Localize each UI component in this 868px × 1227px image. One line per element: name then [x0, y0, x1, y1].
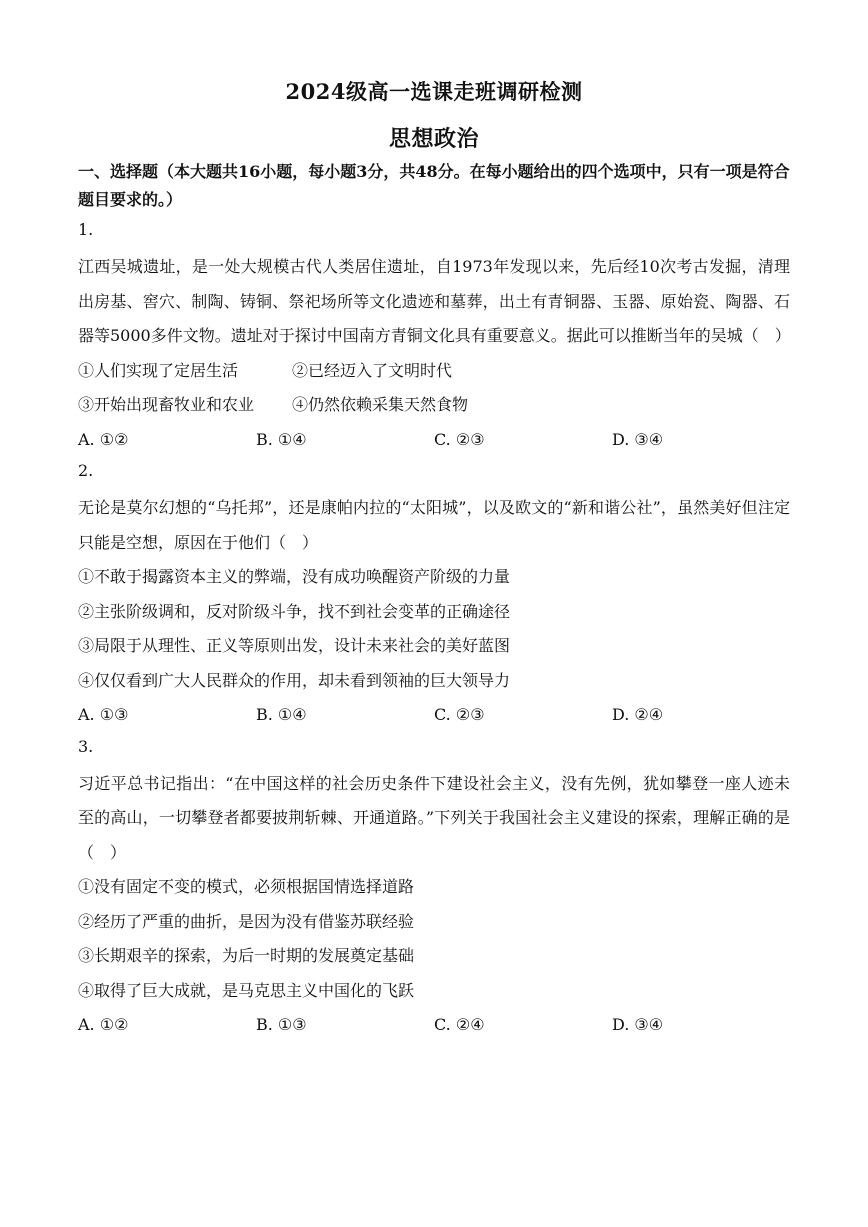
answer-b[interactable]: B. ①③: [256, 1015, 307, 1034]
option-row: [78, 354, 790, 389]
answer-a[interactable]: A. ①②: [78, 1015, 129, 1034]
answer-choices: [78, 698, 790, 733]
option-2: ②已经迈入了文明时代: [292, 360, 453, 380]
answer-d[interactable]: D. ③④: [612, 429, 664, 449]
option-4: ④取得了巨大成就，是马克思主义中国化的飞跃: [78, 980, 415, 1000]
question-stem: 无论是莫尔幻想的“乌托邦”，还是康帕内拉的“太阳城”，以及欧文的“新和谐公社”，虽然美好但注定只能是空想，原因在于他们（ ）: [78, 498, 790, 552]
question-2: [78, 457, 790, 733]
exam-subject: 思想政治: [388, 126, 479, 152]
answer-b[interactable]: B. ①④: [256, 429, 307, 449]
answer-c[interactable]: C. ②③: [434, 429, 485, 449]
exam-title: 2024级高一选课走班调研检测: [285, 79, 583, 104]
question-stem: 习近平总书记指出：“在中国这样的社会历史条件下建设社会主义，没有先例，犹如攀登一座人迹未至的高山，一切攀登者都要披荆斩棘、开通道路。”下列关于我国社会主义建设的探索，理解正确的是（ ）: [78, 773, 790, 862]
answer-a[interactable]: A. ①③: [78, 705, 129, 724]
question-number: 3.: [78, 736, 94, 756]
answer-d[interactable]: D. ②④: [612, 705, 664, 724]
question-3: [78, 733, 790, 1043]
question-1: [78, 216, 790, 457]
question-stem: 江西吴城遗址，是一处大规模古代人类居住遗址，自1973年发现以来，先后经10次考古发掘，清理出房基、窖穴、制陶、铸铜、祭祀场所等文化遗迹和墓葬，出土有青铜器、玉器、原始瓷、陶器、石器等5000多件文物。遗址对于探讨中国南方青铜文化具有重要意义。据此可以推断当年的吴城（ ）: [78, 257, 791, 345]
option-row: [78, 388, 790, 423]
option-2: ②主张阶级调和，反对阶级斗争，找不到社会变革的正确途径: [78, 601, 511, 621]
option-1: ①没有固定不变的模式，必须根据国情选择道路: [78, 877, 415, 896]
option-3: ③开始出现畜牧业和农业: [78, 395, 255, 414]
answer-c[interactable]: C. ②④: [434, 1015, 485, 1034]
option-2: ②经历了严重的曲折，是因为没有借鉴苏联经验: [78, 911, 415, 931]
option-1: ①不敢于揭露资本主义的弊端，没有成功唤醒资产阶级的力量: [78, 567, 511, 586]
option-3: ③长期艰辛的探索，为后一时期的发展奠定基础: [78, 946, 415, 965]
question-list: [78, 216, 790, 1043]
question-number: 2.: [78, 461, 94, 480]
answer-choices: [78, 423, 790, 458]
answer-a[interactable]: A. ①②: [78, 429, 129, 449]
option-3: ③局限于从理性、正义等原则出发，设计未来社会的美好蓝图: [78, 636, 511, 655]
answer-d[interactable]: D. ③④: [612, 1015, 664, 1034]
section-heading: 一、选择题（本大题共16小题，每小题3分，共48分。在每小题给出的四个选项中，只有一项是符合题目要求的。）: [78, 162, 790, 209]
answer-choices: [78, 1008, 790, 1043]
answer-b[interactable]: B. ①④: [256, 705, 307, 724]
question-number: 1.: [78, 220, 94, 239]
answer-c[interactable]: C. ②③: [434, 705, 485, 724]
option-1: ①人们实现了定居生活: [78, 360, 239, 380]
option-4: ④仅仅看到广大人民群众的作用，却未看到领袖的巨大领导力: [78, 670, 511, 690]
option-4: ④仍然依赖采集天然食物: [292, 395, 469, 414]
